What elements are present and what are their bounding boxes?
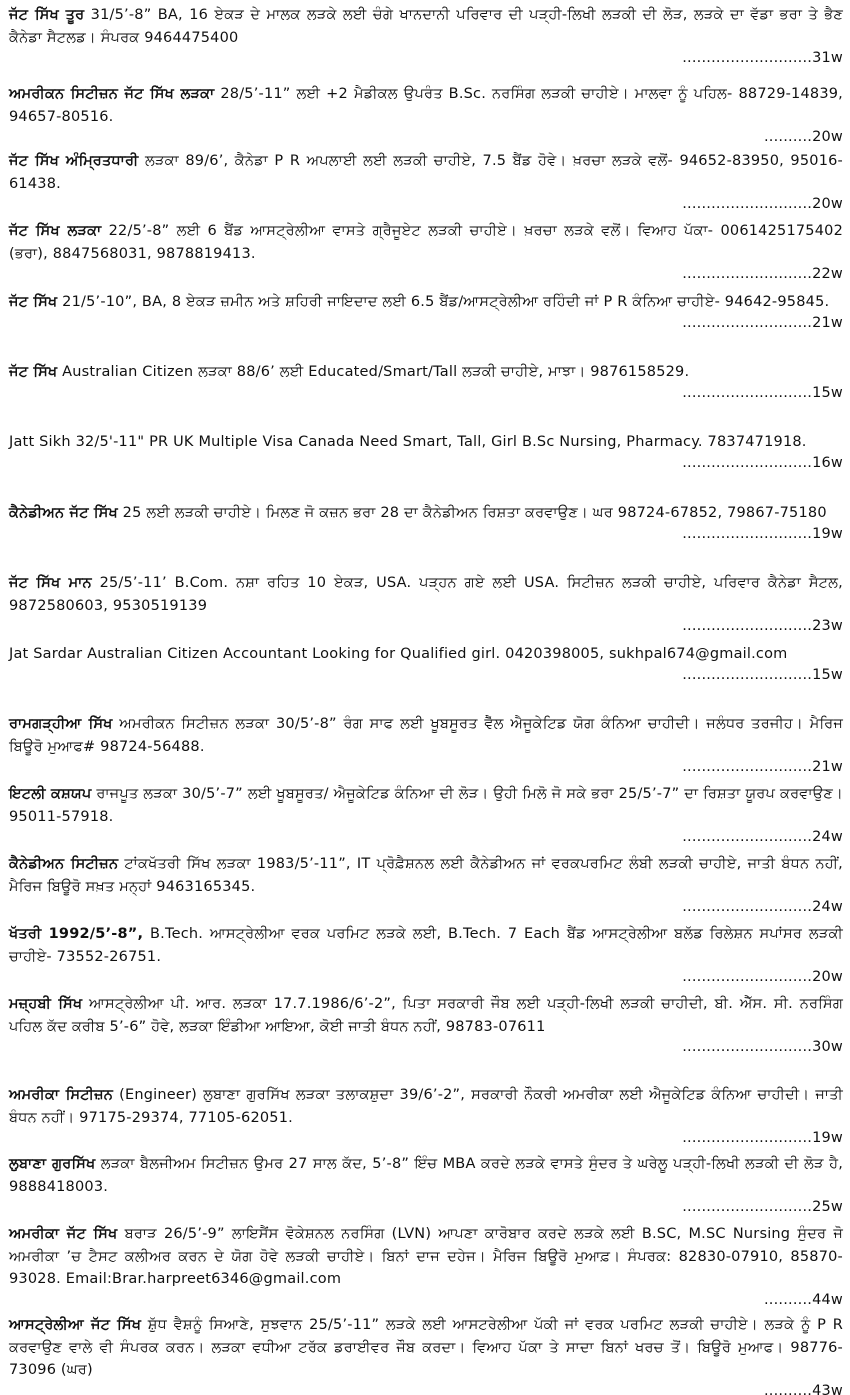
classified-ad — [9, 853, 843, 917]
ad-body: B.Tech. ਆਸਟ੍ਰੇਲੀਆ ਵਰਕ ਪਰਮਿਟ ਲੜਕੇ ਲਈ, B.Tech. 7 Each ਬੈਂਡ ਆਸਟ੍ਰੇਲੀਆ ਬਲੱਡ ਰਿਲੇਸ਼ਨ ਸਪਾਂਸਰ ਲੜਕੀ ਚਾਹੀਏ- 73552-26751. — [9, 926, 843, 965]
ad-heading: ਇਟਲੀ ਕਸ਼ਯਪ — [9, 786, 92, 802]
classified-ad — [9, 220, 843, 284]
ad-code: ...........................19w — [682, 525, 843, 542]
ad-code: ...........................21w — [682, 759, 843, 775]
classified-ad — [9, 572, 843, 636]
ad-heading: ਕੈਨੇਡੀਅਨ ਜੱਟ ਸਿੱਖ — [9, 505, 118, 521]
classified-ad — [9, 150, 843, 214]
classified-ad — [9, 502, 843, 544]
ad-code: ...........................19w — [682, 1130, 843, 1146]
classified-ad — [9, 783, 843, 847]
ad-body: 21/5’-10”, BA, 8 ਏਕੜ ਜ਼ਮੀਨ ਅਤੇ ਸ਼ਹਿਰੀ ਜਾਇਦਾਦ ਲਈ 6.5 ਬੈਂਡ/ਆਸਟ੍ਰੇਲੀਆ ਰਹਿੰਦੀ ਜਾਂ P R ਕੰਨਿਆ ਚਾਹੀਏ- 94642-95845. — [57, 294, 830, 310]
ad-body: ਲੜਕਾ ਬੈਲਜੀਅਮ ਸਿਟੀਜ਼ਨ ਉਮਰ 27 ਸਾਲ ਕੱਦ, 5’-8” ਇੰਚ MBA ਕਰਦੇ ਲੜਕੇ ਵਾਸਤੇ ਸੁੰਦਰ ਤੇ ਘਰੇਲੂ ਪੜ੍ਹੀ-ਲਿਖੀ ਲੜਕੀ ਦੀ ਲੋੜ ਹੈ, 9888418003. — [9, 1156, 843, 1195]
ad-body: ਬਰਾੜ 26/5’-9” ਲਾਇਸੈਂਸ ਵੋਕੇਸ਼ਨਲ ਨਰਸਿੰਗ (LVN) ਆਪਣਾ ਕਾਰੋਬਾਰ ਕਰਦੇ ਲੜਕੇ ਲਈ B.SC, M.SC Nursing ਸੁੰਦਰ ਜੋ ਅਮਰੀਕਾ ’ਚ ਟੈਸਟ ਕਲੀਅਰ ਕਰਨ ਦੇ ਯੋਗ ਹੋਵੇ ਲੜਕੀ ਚਾਹੀਏ। ਬਿਨਾਂ ਦਾਜ ਦਹੇਜ। ਮੈਰਿਜ ਬਿਊਰੋ ਮੁਆਫ਼। ਸੰਪਰਕ: 82830-07910, 85870-93028. Email:Brar.harpreet6346@gmail.com — [9, 1226, 843, 1287]
ad-heading: ਜੱਟ ਸਿੱਖ ਲੜਕਾ — [9, 223, 102, 239]
ad-code: ..........44w — [763, 1291, 843, 1308]
ad-heading: ਅਮਰੀਕਨ ਸਿਟੀਜ਼ਨ ਜੱਟ ਸਿੱਖ ਲੜਕਾ — [9, 86, 215, 102]
ad-body: Australian Citizen ਲੜਕਾ 88/6’ ਲਈ Educated/Smart/Tall ਲੜਕੀ ਚਾਹੀਏ, ਮਾਝਾ। 9876158529. — [57, 364, 690, 380]
ad-body: 22/5’-8” ਲਈ 6 ਬੈਂਡ ਆਸਟ੍ਰੇਲੀਆ ਵਾਸਤੇ ਗ੍ਰੈਜੂਏਟ ਲੜਕੀ ਚਾਹੀਏ। ਖ਼ਰਚਾ ਲੜਕੇ ਵਲੋਂ। ਵਿਆਹ ਪੱਕਾ- 0061425175402 (ਭਰਾ), 8847568031, 9878819413. — [9, 223, 844, 262]
ad-body: 25 ਲਈ ਲੜਕੀ ਚਾਹੀਏ। ਮਿਲਣ ਜੋ ਕਜ਼ਨ ਭਰਾ 28 ਦਾ ਕੈਨੇਡੀਅਨ ਰਿਸ਼ਤਾ ਕਰਵਾਉਣ। ਘਰ 98724-67852, 79867-75180 — [117, 505, 827, 521]
classified-ad — [9, 923, 843, 987]
ad-heading: ਜੱਟ ਸਿੱਖ ਤੂਰ — [9, 7, 85, 23]
ad-code: ...........................25w — [682, 1199, 843, 1215]
classified-ad — [9, 1084, 843, 1148]
ad-body: ਅਮਰੀਕਨ ਸਿਟੀਜ਼ਨ ਲੜਕਾ 30/5’-8” ਰੰਗ ਸਾਫ ਲਈ ਖੂਬਸੂਰਤ ਵੈੱਲ ਐਜੂਕੇਟਿਡ ਯੋਗ ਕੰਨਿਆ ਚਾਹੀਦੀ। ਜਲੰਧਰ ਤਰਜੀਹ। ਮੈਰਿਜ ਬਿਊਰੋ ਮੁਆਫ# 98724-56488. — [9, 716, 843, 755]
ad-code: ..........43w — [763, 1382, 843, 1395]
ad-code: ...........................22w — [682, 266, 843, 282]
ad-code: ...........................31w — [682, 50, 843, 66]
ad-code: ...........................15w — [682, 666, 843, 683]
ad-code: ...........................23w — [682, 618, 843, 634]
ad-body: (Engineer) ਲੁਬਾਣਾ ਗੁਰਸਿੱਖ ਲੜਕਾ ਤਲਾਕਸ਼ੁਦਾ 39/6’-2”, ਸਰਕਾਰੀ ਨੌਕਰੀ ਅਮਰੀਕਾ ਲਈ ਐਜੂਕੇਟਿਡ ਕੰਨਿਆ ਚਾਹੀਦੀ। ਜਾਤੀ ਬੰਧਨ ਨਹੀਂ। 97175-29374, 77105-62051. — [9, 1087, 843, 1126]
ad-code: ...........................20w — [682, 969, 843, 985]
classified-ad — [9, 431, 843, 473]
classified-ad — [9, 291, 843, 333]
ad-body: 25/5’-11’ B.Com. ਨਸ਼ਾ ਰਹਿਤ 10 ਏਕੜ, USA. ਪੜ੍ਹਨ ਗਏ ਲਈ USA. ਸਿਟੀਜ਼ਨ ਲੜਕੀ ਚਾਹੀਏ, ਪਰਿਵਾਰ ਕੈਨੇਡਾ ਸੈਟਲ, 9872580603, 9530519139 — [9, 575, 843, 614]
ad-heading: ਜੱਟ ਸਿੱਖ — [9, 294, 58, 310]
classified-ad — [9, 4, 843, 68]
classified-ad — [9, 1314, 843, 1395]
classified-ad — [9, 643, 843, 685]
ad-body: 28/5’-11” ਲਈ +2 ਮੈਡੀਕਲ ਉਪਰੰਤ B.Sc. ਨਰਸਿੰਗ ਲੜਕੀ ਚਾਹੀਏ। ਮਾਲਵਾ ਨੂੰ ਪਹਿਲ- 88729-14839, 94657-80516. — [9, 86, 843, 125]
ad-body: Jat Sardar Australian Citizen Accountant Looking for Qualified girl. 0420398005, sukhpal674@gmail.com — [9, 646, 788, 662]
classified-ad — [9, 993, 843, 1057]
classified-ad — [9, 713, 843, 777]
ad-code: ...........................24w — [682, 899, 843, 915]
ad-heading: ਅਮਰੀਕਾ ਜੱਟ ਸਿੱਖ — [9, 1226, 118, 1242]
ad-body: ਰਾਜਪੂਤ ਲੜਕਾ 30/5’-7” ਲਈ ਖੂਬਸੂਰਤ/ ਐਜੂਕੇਟਿਡ ਕੰਨਿਆ ਦੀ ਲੋੜ। ਉਹੀ ਮਿਲੋ ਜੋ ਸਕੇ ਭਰਾ 25/5’-7” ਦਾ ਰਿਸ਼ਤਾ ਯੂਰਪ ਕਰਵਾਉਣ। 95011-57918. — [9, 786, 843, 825]
ad-code: ...........................20w — [682, 196, 843, 212]
ad-code: ...........................24w — [682, 829, 843, 845]
ad-body: ਸ਼ੁੱਧ ਵੈਸ਼ਨੂੰ ਸਿਆਣੇ, ਸੁਝਵਾਨ 25/5’-11” ਲੜਕੇ ਲਈ ਆਸਟਰੇਲੀਆ ਪੱਕੀ ਜਾਂ ਵਰਕ ਪਰਮਿਟ ਲੜਕੀ ਚਾਹੀਏ। ਲੜਕੇ ਨੂੰ P R ਕਰਵਾਉਣ ਵਾਲੇ ਵੀ ਸੰਪਰਕ ਕਰਨ। ਲੜਕਾ ਵਧੀਆ ਟਰੱਕ ਡਰਾਈਵਰ ਜੌਬ ਕਰਦਾ। ਵਿਆਹ ਪੱਕਾ ਤੇ ਸਾਦਾ ਬਿਨਾਂ ਖਰਚ ਤੋਂ। ਬਿਊਰੋ ਮੁਆਫ। 98776-73096 (ਘਰ) — [9, 1317, 843, 1378]
classified-ad — [9, 361, 843, 403]
ad-heading: ਕੈਨੇਡੀਅਨ ਸਿਟੀਜ਼ਨ — [9, 856, 119, 872]
ad-code: ...........................15w — [682, 384, 843, 401]
ad-heading: ਜੱਟ ਸਿੱਖ ਮਾਨ — [9, 575, 92, 591]
ad-heading: ਅਮਰੀਕਾ ਸਿਟੀਜ਼ਨ — [9, 1087, 114, 1103]
ad-heading: ਮਜ਼੍ਹਬੀ ਸਿੱਖ — [9, 996, 83, 1012]
ad-code: ...........................30w — [682, 1039, 843, 1055]
ad-body: Jatt Sikh 32/5'-11" PR UK Multiple Visa Canada Need Smart, Tall, Girl B.Sc Nursing, Pharmacy. 7837471918. — [9, 434, 807, 450]
ad-heading: ਜੱਟ ਸਿੱਖ ਅੰਮ੍ਰਿਤਧਾਰੀ — [9, 153, 139, 169]
ad-body: ਆਸਟ੍ਰੇਲੀਆ ਪੀ. ਆਰ. ਲੜਕਾ 17.7.1986/6’-2”, ਪਿਤਾ ਸਰਕਾਰੀ ਜੌਬ ਲਈ ਪੜ੍ਹੀ-ਲਿਖੀ ਲੜਕੀ ਚਾਹੀਦੀ, ਬੀ. ਐੱਸ. ਸੀ. ਨਰਸਿੰਗ ਪਹਿਲ ਕੱਦ ਕਰੀਬ 5’-6” ਹੋਵੇ, ਲੜਕਾ ਇੰਡੀਆ ਆਇਆ, ਕੋਈ ਜਾਤੀ ਬੰਧਨ ਨਹੀਂ, 98783-07611 — [9, 996, 843, 1035]
ad-body: ਟਾਂਕਖੱਤਰੀ ਸਿੱਖ ਲੜਕਾ 1983/5’-11”, IT ਪ੍ਰੋਫ਼ੈਸ਼ਨਲ ਲਈ ਕੈਨੇਡੀਅਨ ਜਾਂ ਵਰਕਪਰਮਿਟ ਲੰਬੀ ਲੜਕੀ ਚਾਹੀਏ, ਜਾਤੀ ਬੰਧਨ ਨਹੀਂ, ਮੈਰਿਜ ਬਿਊਰੋ ਸਖ਼ਤ ਮਨ੍ਹਾਂ 9463165345. — [9, 856, 843, 895]
ad-heading: ਆਸਟ੍ਰੇਲੀਆ ਜੱਟ ਸਿੱਖ — [9, 1317, 142, 1333]
classified-ad — [9, 83, 843, 147]
classified-ad — [9, 1223, 843, 1310]
ad-heading: ਖੱਤਰੀ 1992/5’-8”, — [9, 926, 144, 942]
classified-ad — [9, 1153, 843, 1217]
ad-body: ਲੜਕਾ 89/6’, ਕੈਨੇਡਾ P R ਅਪਲਾਈ ਲਈ ਲੜਕੀ ਚਾਹੀਏ, 7.5 ਬੈਂਡ ਹੋਵੇ। ਖ਼ਰਚਾ ਲੜਕੇ ਵਲੋਂ- 94652-83950, 95016-61438. — [9, 153, 843, 192]
ad-heading: ਲੁਬਾਣਾ ਗੁਰਸਿੱਖ — [9, 1156, 96, 1172]
ad-heading: ਰਾਮਗੜ੍ਹੀਆ ਸਿੱਖ — [9, 716, 113, 732]
ad-code: ...........................16w — [682, 454, 843, 471]
ad-code: ...........................21w — [682, 314, 843, 331]
ad-code: ..........20w — [763, 129, 843, 145]
ad-body: 31/5’-8” BA, 16 ਏਕੜ ਦੇ ਮਾਲਕ ਲੜਕੇ ਲਈ ਚੰਗੇ ਖਾਨਦਾਨੀ ਪਰਿਵਾਰ ਦੀ ਪੜ੍ਹੀ-ਲਿਖੀ ਲੜਕੀ ਦੀ ਲੋੜ, ਲੜਕੇ ਦਾ ਵੱਡਾ ਭਰਾ ਤੇ ਭੈਣ ਕੈਨੇਡਾ ਸੈਟਲਡ। ਸੰਪਰਕ 9464475400 — [9, 7, 843, 46]
ad-heading: ਜੱਟ ਸਿੱਖ — [9, 364, 58, 380]
